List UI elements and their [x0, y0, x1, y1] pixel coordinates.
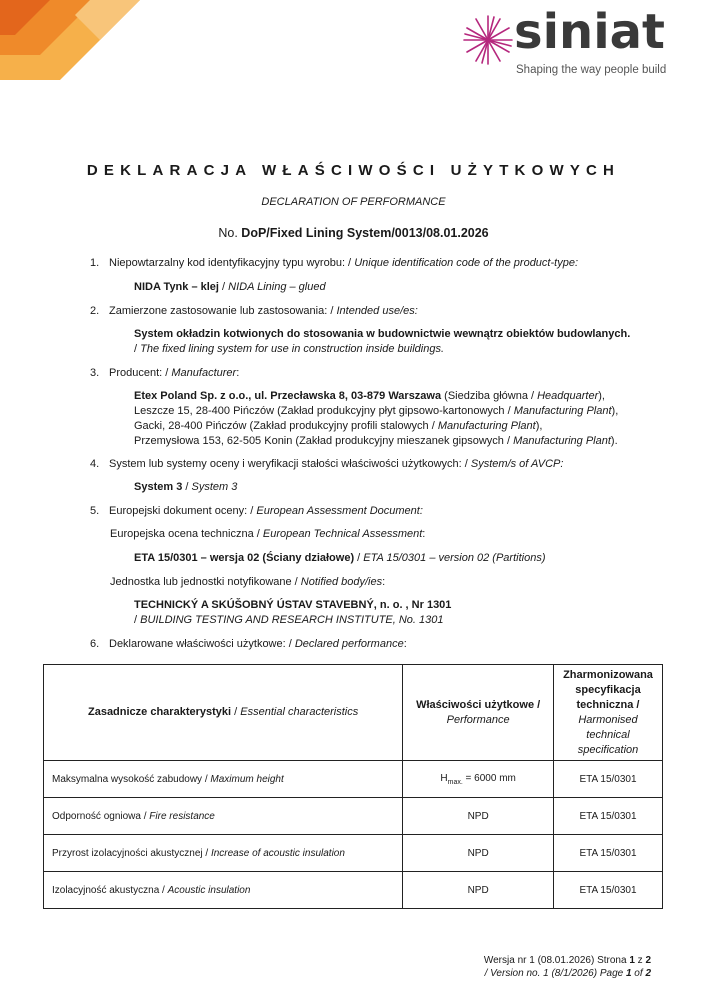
spec-cell: ETA 15/0301 — [554, 761, 663, 798]
notified-body-name: TECHNICKÝ A SKÚŠOBNÝ ÚSTAV STAVEBNÝ, n. o. , Nr 1301 — [134, 599, 452, 611]
section-3-heading: 3. Producent: / Manufacturer: — [90, 367, 240, 379]
brand-name: siniat — [514, 4, 665, 60]
section-5-heading: 5. Europejski dokument oceny: / European Assessment Document: — [90, 505, 423, 517]
brand-tagline: Shaping the way people build — [516, 64, 667, 76]
table-row — [44, 761, 663, 798]
eta-label: Europejska ocena techniczna / European Technical Assessment: — [110, 528, 426, 540]
header-essential-characteristics: Zasadnicze charakterystyki / Essential characteristics — [44, 665, 403, 761]
performance-table — [43, 664, 663, 909]
document-number: No. DoP/Fixed Lining System/0013/08.01.2026 — [218, 226, 489, 240]
manufacturer-plant-konin: Przemysłowa 153, 62-505 Konin (Zakład produkcyjny mieszanek gipsowych / Manufacturing Plant). — [134, 435, 618, 447]
header-performance: Właściwości użytkowe / Performance — [403, 665, 554, 761]
table-header-row — [44, 665, 663, 761]
characteristic-cell: Izolacyjność akustyczna / Acoustic insulation — [44, 872, 403, 909]
manufacturer-plant-leszcze: Leszcze 15, 28-400 Pińczów (Zakład produkcyjny płyt gipsowo-kartonowych / Manufacturing Plant), — [134, 405, 619, 417]
page-footer — [484, 954, 651, 980]
page-title: DEKLARACJA WŁAŚCIWOŚCI UŻYTKOWYCH — [86, 162, 621, 179]
footer-pl: Wersja nr 1 (08.01.2026) Strona 1 z 2 — [483, 955, 651, 966]
section-2-heading: 2. Zamierzone zastosowanie lub zastosowania: / Intended use/es: — [90, 305, 418, 317]
section-1-heading: 1. Niepowtarzalny kod identyfikacyjny typu wyrobu: / Unique identification code of the product-type: — [90, 257, 578, 269]
characteristic-cell: Maksymalna wysokość zabudowy / Maximum height — [44, 761, 403, 798]
header-harmonised-spec: Zharmonizowana specyfikacja techniczna / Harmonised technical specification — [554, 665, 663, 761]
section-6-heading: 6. Deklarowane właściwości użytkowe: / Declared performance: — [90, 638, 407, 650]
table-row — [44, 798, 663, 835]
siniat-star-icon — [462, 14, 514, 66]
spec-cell: ETA 15/0301 — [554, 798, 663, 835]
corner-decoration — [0, 0, 140, 80]
section-1-value: NIDA Tynk – klej / NIDA Lining – glued — [134, 281, 326, 293]
manufacturer-headquarter: Etex Poland Sp. z o.o., ul. Przecławska 8, 03-879 Warszawa (Siedziba główna / Headquarter), — [134, 390, 605, 402]
manufacturer-plant-gacki: Gacki, 28-400 Pińczów (Zakład produkcyjny profili stalowych / Manufacturing Plant), — [134, 420, 543, 432]
section-4-value: System 3 / System 3 — [134, 481, 238, 493]
table-row — [44, 835, 663, 872]
section-4-heading: 4. System lub systemy oceny i weryfikacji stałości właściwości użytkowych: / System/s of AVCP: — [90, 458, 564, 470]
siniat-logo — [462, 4, 677, 82]
section-2-value-en: / The fixed lining system for use in construction inside buildings. — [134, 343, 444, 355]
performance-cell: NPD — [403, 835, 554, 872]
eta-value: ETA 15/0301 – wersja 02 (Ściany działowe) / ETA 15/0301 – version 02 (Partitions) — [134, 552, 546, 564]
spec-cell: ETA 15/0301 — [554, 872, 663, 909]
page-subtitle: DECLARATION OF PERFORMANCE — [261, 196, 446, 208]
section-2-value-pl: System okładzin kotwionych do stosowania w budownictwie wewnątrz obiektów budowlanych. — [134, 328, 631, 340]
performance-cell: NPD — [403, 872, 554, 909]
footer-en: / Version no. 1 (8/1/2026) Page 1 of 2 — [484, 968, 651, 979]
characteristic-cell: Przyrost izolacyjności akustycznej / Increase of acoustic insulation — [44, 835, 403, 872]
notified-body-name-en: / BUILDING TESTING AND RESEARCH INSTITUTE, No. 1301 — [134, 614, 444, 626]
performance-cell: NPD — [403, 798, 554, 835]
performance-cell: $H_{max.} = 6000$ mm — [403, 761, 554, 798]
table-row — [44, 872, 663, 909]
characteristic-cell: Odporność ogniowa / Fire resistance — [44, 798, 403, 835]
spec-cell: ETA 15/0301 — [554, 835, 663, 872]
notified-body-label: Jednostka lub jednostki notyfikowane / Notified body/ies: — [110, 576, 386, 588]
